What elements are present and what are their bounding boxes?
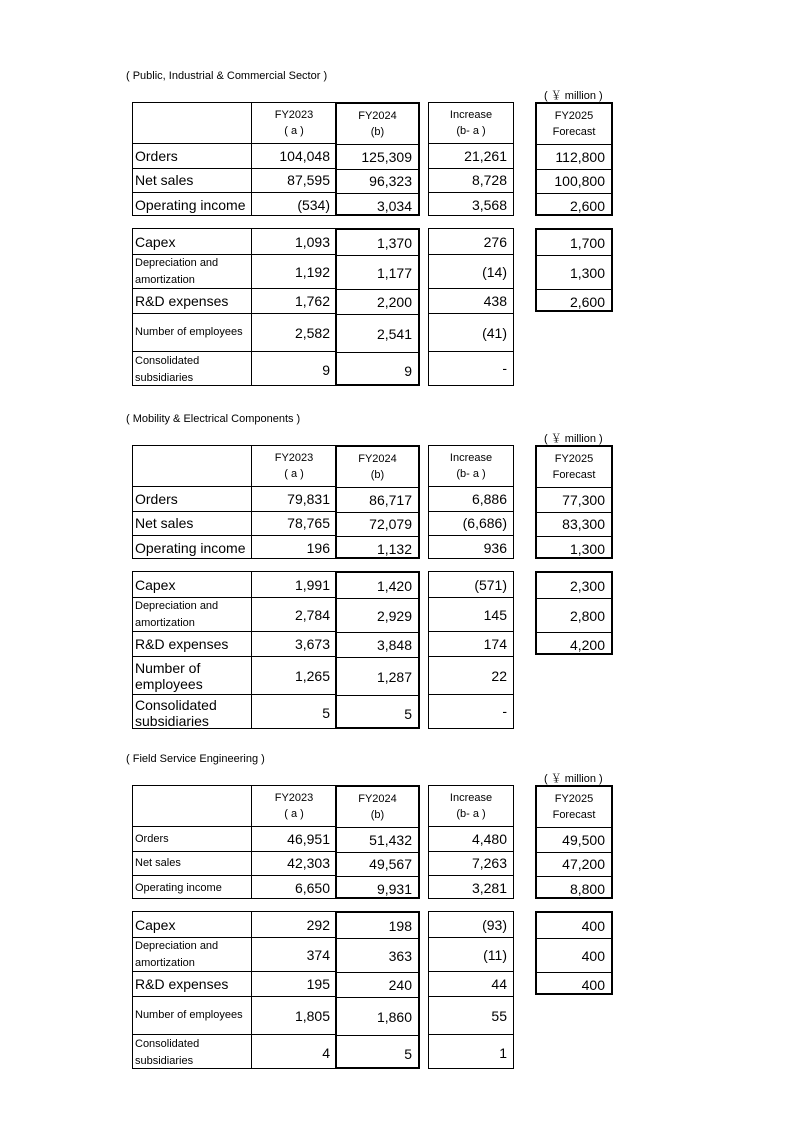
main-fy2024-block: [335, 785, 420, 899]
row-label: Net sales: [133, 511, 252, 536]
fy2024-value: 1,287: [337, 657, 418, 695]
increase-value: -: [429, 694, 513, 730]
increase-value: -: [429, 351, 513, 387]
segment-title: ( Mobility & Electrical Components ): [126, 413, 301, 425]
fy2023-value: 195: [252, 971, 336, 996]
header-fy2024-label: FY2024: [358, 110, 397, 122]
row-label: Capex: [135, 916, 176, 933]
fy2024-value: 2,929: [337, 598, 418, 632]
fy2023-value: 3,673: [252, 631, 336, 656]
row-label: Orders: [133, 143, 252, 168]
increase-value: 55: [429, 996, 513, 1034]
header-fy2025-sublabel: Forecast: [552, 126, 596, 138]
fy2023-value: 46,951: [252, 826, 336, 851]
fy2023-value: 87,595: [252, 168, 336, 193]
row-label: Operating income: [133, 875, 252, 900]
fy2024-value: 9: [337, 352, 418, 388]
increase-value: 3,281: [429, 875, 513, 900]
fy2025-value: 2,600: [537, 289, 611, 314]
fy2025-value: 77,300: [537, 487, 611, 512]
increase-value: (93): [482, 916, 507, 933]
header-fy2025: [537, 447, 611, 487]
other-fy2024-block: [335, 228, 420, 386]
increase-value: (571): [474, 576, 507, 593]
fy2025-value: 400: [537, 972, 611, 997]
row-label: Net sales: [133, 851, 252, 876]
row-label: Depreciation and amortization: [133, 937, 252, 971]
fy2024-value: 5: [337, 1035, 418, 1071]
segment-title: ( Field Service Engineering ): [126, 753, 265, 765]
header-increase: [429, 786, 513, 826]
row-label: Orders: [133, 826, 252, 851]
main-increase-block: [428, 445, 514, 559]
fy2023-value: 292: [306, 916, 330, 933]
increase-value: 4,480: [429, 826, 513, 851]
main-fy2025-block: [535, 785, 613, 899]
unit-label: ( ￥ million ): [544, 433, 603, 445]
fy2023-value: 1,192: [252, 254, 336, 288]
header-fy2024: [337, 104, 418, 144]
fy2025-value: 49,500: [537, 827, 611, 852]
header-fy2024-sublabel: (b): [370, 809, 385, 821]
increase-value: 276: [483, 233, 507, 250]
fy2024-value: 1,860: [337, 997, 418, 1035]
fy2024-value: 9,931: [337, 876, 418, 901]
header-increase-label: Increase: [449, 452, 493, 464]
fy2023-value: 196: [252, 535, 336, 560]
fy2024-value: 5: [337, 695, 418, 731]
header-fy2024-sublabel: (b): [370, 126, 385, 138]
fy2024-value: 51,432: [337, 827, 418, 852]
unit-label: ( ￥ million ): [544, 773, 603, 785]
fy2025-value: 112,800: [537, 144, 611, 169]
header-fy2023-sublabel: ( a ): [284, 125, 304, 137]
fy2023-value: 79,831: [252, 486, 336, 511]
header-fy2025-label: FY2025: [554, 453, 594, 465]
header-fy2025-sublabel: Forecast: [552, 469, 596, 481]
main-increase-block: [428, 102, 514, 216]
increase-value: 22: [429, 656, 513, 694]
fy2024-value: 1,132: [337, 536, 418, 561]
fy2023-value: 6,650: [252, 875, 336, 900]
row-label: Number of employees: [133, 656, 252, 694]
header-increase-label: Increase: [449, 109, 493, 121]
header-fy2024-label: FY2024: [358, 453, 397, 465]
fy2024-value: 3,848: [337, 632, 418, 657]
increase-value: 936: [429, 535, 513, 560]
fy2023-value: 104,048: [252, 143, 336, 168]
fy2024-value: 363: [337, 938, 418, 972]
increase-value: 8,728: [429, 168, 513, 193]
row-label: R&D expenses: [133, 971, 252, 996]
increase-value: 3,568: [429, 192, 513, 217]
header-increase-sublabel: (b- a ): [456, 808, 486, 820]
fy2025-value: 4,200: [537, 632, 611, 657]
segment-title: ( Public, Industrial & Commercial Sector ): [126, 70, 328, 82]
header-fy2023-sublabel: ( a ): [284, 468, 304, 480]
fy2025-value: 2,600: [537, 193, 611, 218]
main-fy2025-block: [535, 102, 613, 216]
header-fy2023-label: FY2023: [274, 109, 314, 121]
header-fy2023-sublabel: ( a ): [284, 808, 304, 820]
row-label: Net sales: [133, 168, 252, 193]
fy2024-value: 198: [388, 917, 412, 934]
fy2025-value: 400: [581, 917, 605, 934]
fy2024-value: 1,370: [376, 234, 412, 251]
increase-value: 174: [429, 631, 513, 656]
header-fy2025-label: FY2025: [554, 793, 594, 805]
increase-value: 145: [429, 597, 513, 631]
header-fy2024: [337, 447, 418, 487]
fy2025-value: 400: [537, 938, 611, 972]
other-fy2024-block: [335, 571, 420, 729]
row-label: Operating income: [133, 535, 252, 560]
header-fy2023: [252, 446, 336, 486]
other-fy2025-block: [535, 911, 613, 995]
other-fy2025-block: [535, 228, 613, 312]
other-label-block: [132, 571, 337, 729]
header-fy2024-label: FY2024: [358, 793, 397, 805]
fy2024-value: 125,309: [337, 144, 418, 169]
row-label: Consolidated subsidiaries: [133, 1034, 252, 1070]
segment-3: [0, 753, 800, 1083]
fy2024-value: 1,177: [337, 255, 418, 289]
header-increase-sublabel: (b- a ): [456, 125, 486, 137]
fy2025-value: 83,300: [537, 512, 611, 537]
fy2025-value: 2,800: [537, 598, 611, 632]
fy2023-value: 2,582: [252, 313, 336, 351]
increase-value: 1: [429, 1034, 513, 1070]
increase-value: 6,886: [429, 486, 513, 511]
increase-value: (6,686): [429, 511, 513, 536]
fy2024-value: 2,200: [337, 289, 418, 314]
fy2024-value: 72,079: [337, 512, 418, 537]
row-label: Capex: [135, 233, 176, 250]
unit-label: ( ￥ million ): [544, 90, 603, 102]
fy2023-value: 4: [252, 1034, 336, 1070]
increase-value: (14): [429, 254, 513, 288]
fy2023-value: (534): [252, 192, 336, 217]
other-fy2025-block: [535, 571, 613, 655]
increase-value: 44: [429, 971, 513, 996]
header-fy2025-label: FY2025: [554, 110, 594, 122]
fy2023-value: 374: [252, 937, 336, 971]
segment-2: [0, 413, 800, 743]
fy2025-value: 1,300: [537, 536, 611, 561]
fy2025-value: 47,200: [537, 852, 611, 877]
main-fy2024-block: [335, 102, 420, 216]
header-fy2023-label: FY2023: [274, 792, 314, 804]
fy2024-value: 240: [337, 972, 418, 997]
other-label-block: [132, 228, 337, 386]
header-fy2025: [537, 104, 611, 144]
row-label: R&D expenses: [133, 631, 252, 656]
fy2025-value: 100,800: [537, 169, 611, 194]
main-label-block: [132, 445, 337, 559]
row-label: R&D expenses: [133, 288, 252, 313]
row-label: Number of employees: [133, 996, 252, 1034]
other-increase-block: [428, 571, 514, 729]
header-increase: [429, 103, 513, 143]
fy2025-value: 2,300: [569, 577, 605, 594]
fy2025-value: 1,700: [569, 234, 605, 251]
increase-value: 21,261: [429, 143, 513, 168]
header-fy2023: [252, 103, 336, 143]
other-increase-block: [428, 228, 514, 386]
fy2024-value: 1,420: [376, 577, 412, 594]
row-label: Consolidated subsidiaries: [133, 694, 252, 730]
fy2023-value: 2,784: [252, 597, 336, 631]
fy2023-value: 1,762: [252, 288, 336, 313]
fy2025-value: 1,300: [537, 255, 611, 289]
main-increase-block: [428, 785, 514, 899]
header-fy2024-sublabel: (b): [370, 469, 385, 481]
increase-value: 438: [429, 288, 513, 313]
fy2023-value: 42,303: [252, 851, 336, 876]
fy2023-value: 78,765: [252, 511, 336, 536]
header-fy2023: [252, 786, 336, 826]
fy2023-value: 5: [252, 694, 336, 730]
row-label: Capex: [135, 576, 176, 593]
header-increase: [429, 446, 513, 486]
segment-1: [0, 70, 800, 400]
main-fy2024-block: [335, 445, 420, 559]
header-fy2023-label: FY2023: [274, 452, 314, 464]
row-label: Orders: [133, 486, 252, 511]
row-label: Operating income: [133, 192, 252, 217]
header-increase-sublabel: (b- a ): [456, 468, 486, 480]
fy2024-value: 3,034: [337, 193, 418, 218]
fy2025-value: 8,800: [537, 876, 611, 901]
fy2023-value: 1,805: [252, 996, 336, 1034]
other-increase-block: [428, 911, 514, 1069]
fy2024-value: 96,323: [337, 169, 418, 194]
header-fy2025-sublabel: Forecast: [552, 809, 596, 821]
increase-value: 7,263: [429, 851, 513, 876]
row-label: Depreciation and amortization: [133, 254, 252, 288]
header-increase-label: Increase: [449, 792, 493, 804]
main-label-block: [132, 785, 337, 899]
row-label: Consolidated subsidiaries: [133, 351, 252, 387]
increase-value: (41): [429, 313, 513, 351]
fy2023-value: 1,265: [252, 656, 336, 694]
fy2024-value: 86,717: [337, 487, 418, 512]
row-label: Number of employees: [133, 313, 252, 351]
fy2024-value: 2,541: [337, 314, 418, 352]
increase-value: (11): [429, 937, 513, 971]
header-fy2025: [537, 787, 611, 827]
fy2023-value: 1,093: [294, 233, 330, 250]
other-fy2024-block: [335, 911, 420, 1069]
fy2023-value: 1,991: [294, 576, 330, 593]
row-label: Depreciation and amortization: [133, 597, 252, 631]
other-label-block: [132, 911, 337, 1069]
fy2024-value: 49,567: [337, 852, 418, 877]
fy2023-value: 9: [252, 351, 336, 387]
main-fy2025-block: [535, 445, 613, 559]
header-fy2024: [337, 787, 418, 827]
main-label-block: [132, 102, 337, 216]
